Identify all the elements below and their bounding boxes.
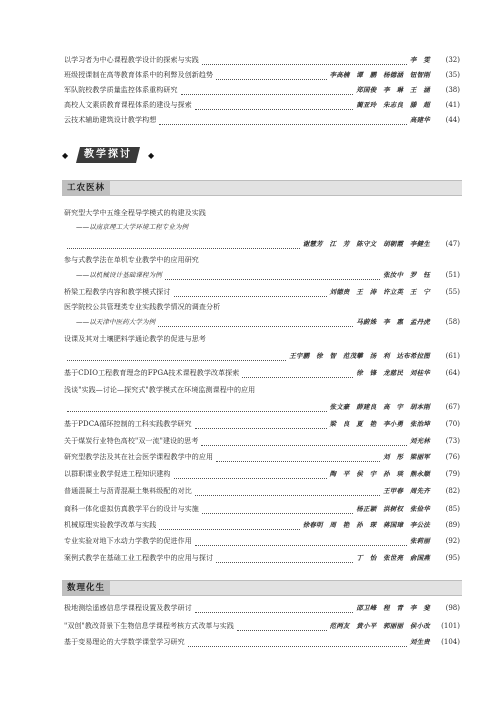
- toc-entry[interactable]: [64, 620, 460, 632]
- entry-authors: 刘德贵 王 涛 许立英 王 宁: [329, 288, 430, 296]
- entry-title: 机械原理实验教学改革与实践: [64, 521, 157, 529]
- toc-entry[interactable]: [64, 636, 460, 648]
- entry-authors: 李高楠 谭 鹏 杨德涵 钮智刚: [329, 71, 430, 79]
- entry-page: (79): [445, 470, 460, 478]
- entry-page: (82): [445, 487, 460, 495]
- entry-authors: 蔺亚玲 朱志良 滕 超: [356, 101, 430, 109]
- toc-entry[interactable]: [64, 485, 460, 497]
- toc-entry[interactable]: [64, 503, 460, 515]
- entry-page: (58): [445, 318, 460, 326]
- entry-authors: 刘 彤 梁丽军: [383, 453, 430, 461]
- entry-page: (73): [445, 437, 460, 445]
- leader-dots: [202, 56, 407, 65]
- entry-authors: 谢慧芳 江 芳 陈守文 胡朝霞 李健生: [302, 240, 430, 248]
- toc-entry[interactable]: [76, 316, 460, 328]
- entry-page: (70): [445, 420, 460, 428]
- diamond-left-icon: ◆: [62, 151, 69, 160]
- entry-authors: 杨正颖 洪树权 张俭华: [356, 505, 430, 513]
- entry-title: 案例式教学在基础工业工程教学中的应用与探讨: [64, 554, 214, 562]
- toc-entry[interactable]: [64, 468, 460, 480]
- leader-dots: [195, 420, 327, 429]
- leader-dots: [201, 437, 406, 446]
- section-header-1: [62, 180, 462, 196]
- entry-authors: 刘生贵: [409, 638, 430, 646]
- entry-authors: 徐 锋 龙慈民 刘桂华: [356, 369, 430, 377]
- entry-title: 设课及其对土壤肥料学通论教学的促进与思考: [64, 335, 206, 343]
- diamond-right-icon: ◆: [148, 151, 155, 160]
- leader-dots: [195, 487, 380, 496]
- entry-page: (47): [445, 240, 460, 248]
- entry-authors: 张汝中 罗 钰: [383, 271, 430, 279]
- entry-page: (41): [445, 101, 460, 109]
- entry-page: (44): [445, 116, 460, 124]
- entry-title: 医学院校公共管理类专业实践教学情况的调查分析: [64, 303, 221, 311]
- entry-authors: 马蔚姝 李 惠 孟丹虎: [356, 318, 430, 326]
- entry-title: 桥梁工程教学内容和教学模式探讨: [64, 288, 171, 296]
- entry-title: 研究型教学法及其在社会医学课程教学中的应用: [64, 453, 214, 461]
- entry-page: (51): [445, 271, 460, 279]
- toc-entry[interactable]: [64, 333, 460, 345]
- toc-entry[interactable]: [64, 99, 460, 111]
- toc-entry[interactable]: [64, 451, 460, 463]
- section-label: 数理化生: [62, 581, 110, 595]
- leader-dots: [159, 116, 407, 125]
- entry-authors: 张莉丽: [409, 537, 430, 545]
- entry-page: (101): [441, 622, 460, 630]
- entry-title: 专业实验对地下水动力学教学的促进作用: [64, 537, 192, 545]
- toc-entry[interactable]: [64, 54, 460, 66]
- entry-authors: 刘光林: [409, 437, 430, 445]
- toc-entry[interactable]: [64, 238, 460, 250]
- toc-entry[interactable]: [64, 69, 460, 81]
- toc-entry[interactable]: [64, 350, 460, 362]
- entry-page: (38): [445, 86, 460, 94]
- entry-page: (92): [445, 537, 460, 545]
- entry-authors: 郑国俊 李 琳 王 涵: [356, 86, 430, 94]
- toc-entry[interactable]: [64, 84, 460, 96]
- banner-label: [76, 147, 140, 163]
- toc-entry[interactable]: [76, 269, 460, 281]
- leader-dots: [195, 537, 407, 546]
- entry-page: (61): [445, 352, 460, 360]
- entry-page: (95): [445, 554, 460, 562]
- entry-authors: 张文豪 薛建良 高 宇 胡本刚: [329, 403, 430, 411]
- entry-authors: 高建华: [409, 116, 430, 124]
- entry-page: (32): [445, 56, 460, 64]
- toc-entry[interactable]: [64, 367, 460, 379]
- leader-dots: [242, 369, 353, 378]
- entry-title: ——以机械设计基础课程为例: [76, 271, 162, 279]
- entry-title: 云技术辅助建筑设计教学构想: [64, 116, 157, 124]
- leader-dots: [165, 271, 380, 280]
- entry-authors: 丁 怡 张世亮 俞国燕: [356, 554, 430, 562]
- entry-page: (64): [445, 369, 460, 377]
- entry-page: (55): [445, 288, 460, 296]
- leader-dots: [159, 521, 299, 530]
- entry-title: 浅谈"实践—讨论—探究式"教学模式在环境监测课程中的应用: [64, 386, 256, 394]
- entry-authors: 梁 良 夏 艳 李小勇 张治坤: [329, 420, 430, 428]
- section-label: 工农医林: [62, 181, 110, 195]
- entry-authors: 王甲春 周先齐: [383, 487, 430, 495]
- leader-dots: [216, 554, 353, 563]
- entry-title: 高校人文素质教育课程体系的建设与探索: [64, 101, 192, 109]
- entry-page: (35): [445, 71, 460, 79]
- toc-entry[interactable]: [64, 435, 460, 447]
- leader-dots: [202, 505, 353, 514]
- toc-entry[interactable]: [64, 384, 460, 396]
- leader-dots: [67, 240, 300, 249]
- leader-dots: [237, 622, 327, 631]
- toc-entry[interactable]: [64, 286, 460, 298]
- leader-dots: [216, 453, 380, 462]
- entry-page: (85): [445, 505, 460, 513]
- leader-dots: [195, 101, 353, 110]
- entry-title: 以学习者为中心课程教学设计的探索与实践: [64, 56, 199, 64]
- leader-dots: [188, 638, 407, 647]
- toc-entry[interactable]: [64, 114, 460, 126]
- entry-title: 研究型大学中五维全程导学模式的构建及实践: [64, 209, 206, 217]
- entry-title: ——以南京理工大学环境工程专业为例: [76, 223, 189, 231]
- toc-entry[interactable]: [64, 401, 460, 413]
- toc-entry[interactable]: [64, 602, 460, 614]
- entry-page: (89): [445, 521, 460, 529]
- entry-title: 以群职课业教学促进工程知识建构: [64, 470, 171, 478]
- entry-page: (76): [445, 453, 460, 461]
- entry-authors: 徐春明 周 艳 孙 琛 蒋国璋 李公法: [302, 521, 430, 529]
- entry-page: (104): [441, 638, 460, 646]
- entry-title: 基于CDIO工程教育理念的FPGA技术课程教学改革探索: [64, 369, 240, 377]
- entry-title: 极地测绘遥感信息学课程设置及教学研讨: [64, 604, 192, 612]
- entry-page: (67): [445, 403, 460, 411]
- leader-dots: [174, 470, 327, 479]
- entry-authors: 范两友 黄小平 郭丽丽 侯小改: [329, 622, 430, 630]
- toc-entry[interactable]: [64, 418, 460, 430]
- entry-title: 参与式教学法在单机专业教学中的应用研究: [64, 256, 199, 264]
- entry-title: "双创"教改背景下生物信息学课程考核方式改革与实践: [64, 622, 234, 630]
- entry-title: 班级授课制在高等教育体系中的利弊及创新趋势: [64, 71, 214, 79]
- entry-page: (98): [445, 604, 460, 612]
- leader-dots: [195, 604, 353, 613]
- entry-title: 军队院校教学质量监控体系重构研究: [64, 86, 178, 94]
- section-banner: [62, 146, 172, 168]
- leader-dots: [158, 318, 353, 327]
- entry-authors: 李 雯: [409, 56, 430, 64]
- banner-label-text: 教学探讨: [84, 149, 132, 160]
- toc-entry[interactable]: [64, 254, 460, 266]
- leader-dots: [67, 403, 327, 412]
- entry-title: ——以天津中医药大学为例: [76, 318, 156, 326]
- entry-title: 基于变易理论的大学数学课堂学习研究: [64, 638, 185, 646]
- entry-authors: 陶 平 侯 宇 孙 琰 熊永顺: [329, 470, 430, 478]
- section-header-2: [62, 580, 462, 596]
- toc-entry[interactable]: [64, 519, 460, 531]
- entry-title: 商科一体化虚拟仿真教学平台的设计与实施: [64, 505, 199, 513]
- leader-dots: [174, 288, 327, 297]
- entry-authors: 王宇鹏 徐 智 范茂攀 汤 利 达布希拉图: [289, 352, 430, 360]
- toc-entry[interactable]: [64, 207, 460, 219]
- entry-authors: 邵卫峰 程 青 李 斐: [356, 604, 430, 612]
- toc-entry[interactable]: [76, 221, 460, 233]
- leader-dots: [181, 86, 354, 95]
- toc-entry[interactable]: [64, 301, 460, 313]
- entry-title: 基于PDCA循环控制的工科实践教学研究: [64, 420, 192, 428]
- leader-dots: [216, 71, 326, 80]
- entry-title: 普通混凝土与沥青混凝土集料级配的对比: [64, 487, 192, 495]
- toc-entry[interactable]: [64, 535, 460, 547]
- toc-entry[interactable]: [64, 552, 460, 564]
- leader-dots: [67, 352, 286, 361]
- entry-title: 关于煤炭行业特色高校"双一流"建设的思考: [64, 437, 199, 445]
